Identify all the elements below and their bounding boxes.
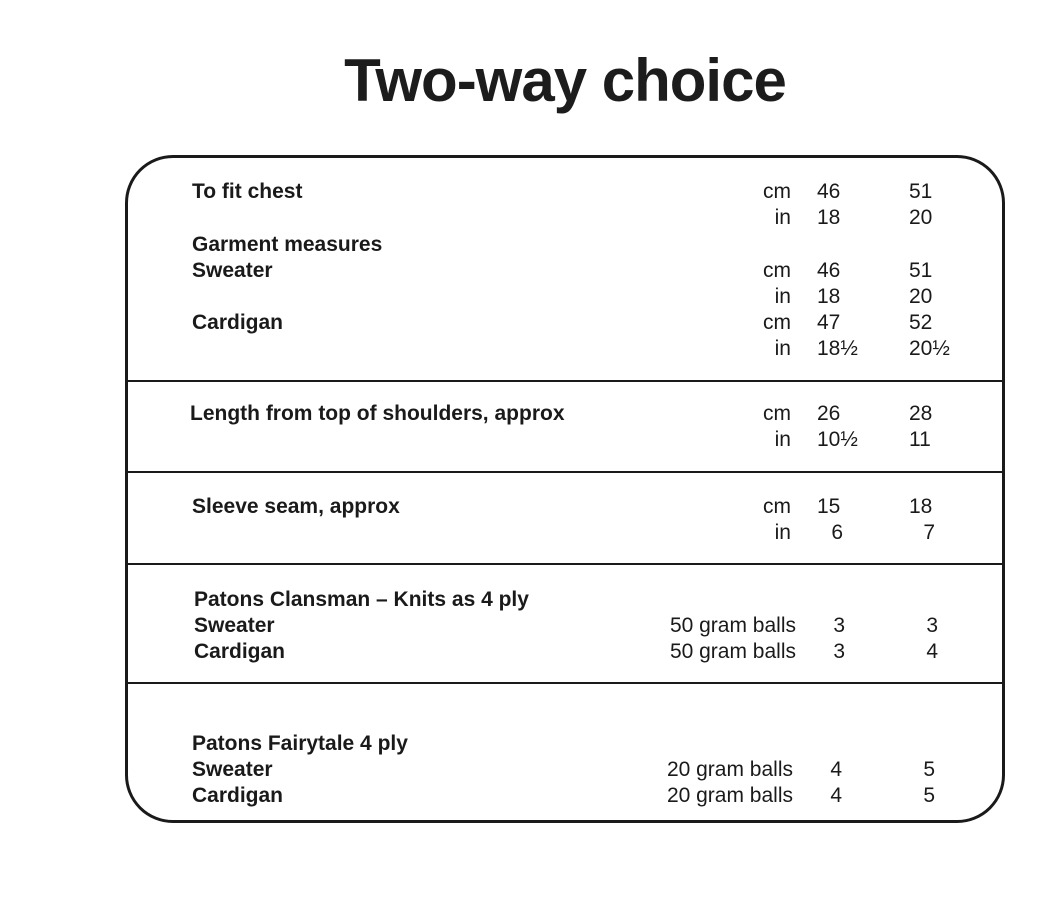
unit-cm: cm [763, 495, 791, 518]
unit-cm: cm [763, 180, 791, 203]
size2-value: 20 [909, 285, 933, 308]
unit-in: in [774, 206, 791, 229]
yarn-heading-clansman: Patons Clansman – Knits as 4 ply [194, 588, 529, 611]
size2-value: 28 [909, 402, 933, 425]
row-label-cardigan: Cardigan [194, 640, 286, 663]
size2-value: 4 [926, 640, 938, 663]
section-divider [127, 380, 1003, 382]
size2-value: 20½ [909, 337, 950, 360]
row-label-sweater: Sweater [192, 259, 273, 282]
yarn-heading-fairytale: Patons Fairytale 4 ply [192, 732, 408, 755]
unit-cm: cm [763, 311, 791, 334]
size2-value: 20 [909, 206, 933, 229]
size1-value: 3 [833, 640, 845, 663]
size1-value: 6 [831, 521, 843, 544]
size1-value: 46 [817, 180, 841, 203]
size2-value: 11 [909, 428, 931, 451]
unit-in: in [774, 428, 791, 451]
unit-in: in [774, 337, 791, 360]
size1-value: 15 [817, 495, 841, 518]
row-label-garment-measures: Garment measures [192, 233, 383, 256]
size1-value: 4 [830, 784, 842, 807]
size1-value: 18½ [817, 337, 858, 360]
size2-value: 52 [909, 311, 933, 334]
size1-value: 10½ [817, 428, 858, 451]
size2-value: 5 [923, 758, 935, 781]
size2-value: 3 [926, 614, 938, 637]
unit-gram-balls: 50 gram balls [669, 640, 796, 663]
size2-value: 7 [923, 521, 935, 544]
row-label-sweater: Sweater [192, 758, 273, 781]
unit-in: in [774, 285, 791, 308]
size1-value: 26 [817, 402, 841, 425]
section-divider [127, 471, 1003, 473]
unit-gram-balls: 20 gram balls [666, 784, 793, 807]
unit-gram-balls: 50 gram balls [669, 614, 796, 637]
row-label-sweater: Sweater [194, 614, 275, 637]
row-label-fit-chest: To fit chest [192, 180, 303, 203]
size2-value: 5 [923, 784, 935, 807]
section-divider [127, 682, 1003, 684]
row-label-length: Length from top of shoulders, approx [190, 402, 565, 425]
unit-in: in [774, 521, 791, 544]
unit-gram-balls: 20 gram balls [666, 758, 793, 781]
size2-value: 18 [909, 495, 933, 518]
size2-value: 51 [909, 180, 933, 203]
page-title: Two-way choice [344, 47, 786, 114]
size1-value: 4 [830, 758, 842, 781]
section-divider [127, 563, 1003, 565]
size1-value: 3 [833, 614, 845, 637]
row-label-cardigan: Cardigan [192, 311, 284, 334]
size1-value: 18 [817, 285, 841, 308]
unit-cm: cm [763, 259, 791, 282]
row-label-sleeve-seam: Sleeve seam, approx [192, 495, 400, 518]
row-label-cardigan: Cardigan [192, 784, 284, 807]
size1-value: 18 [817, 206, 841, 229]
unit-cm: cm [763, 402, 791, 425]
size1-value: 46 [817, 259, 841, 282]
size2-value: 51 [909, 259, 933, 282]
size1-value: 47 [817, 311, 841, 334]
